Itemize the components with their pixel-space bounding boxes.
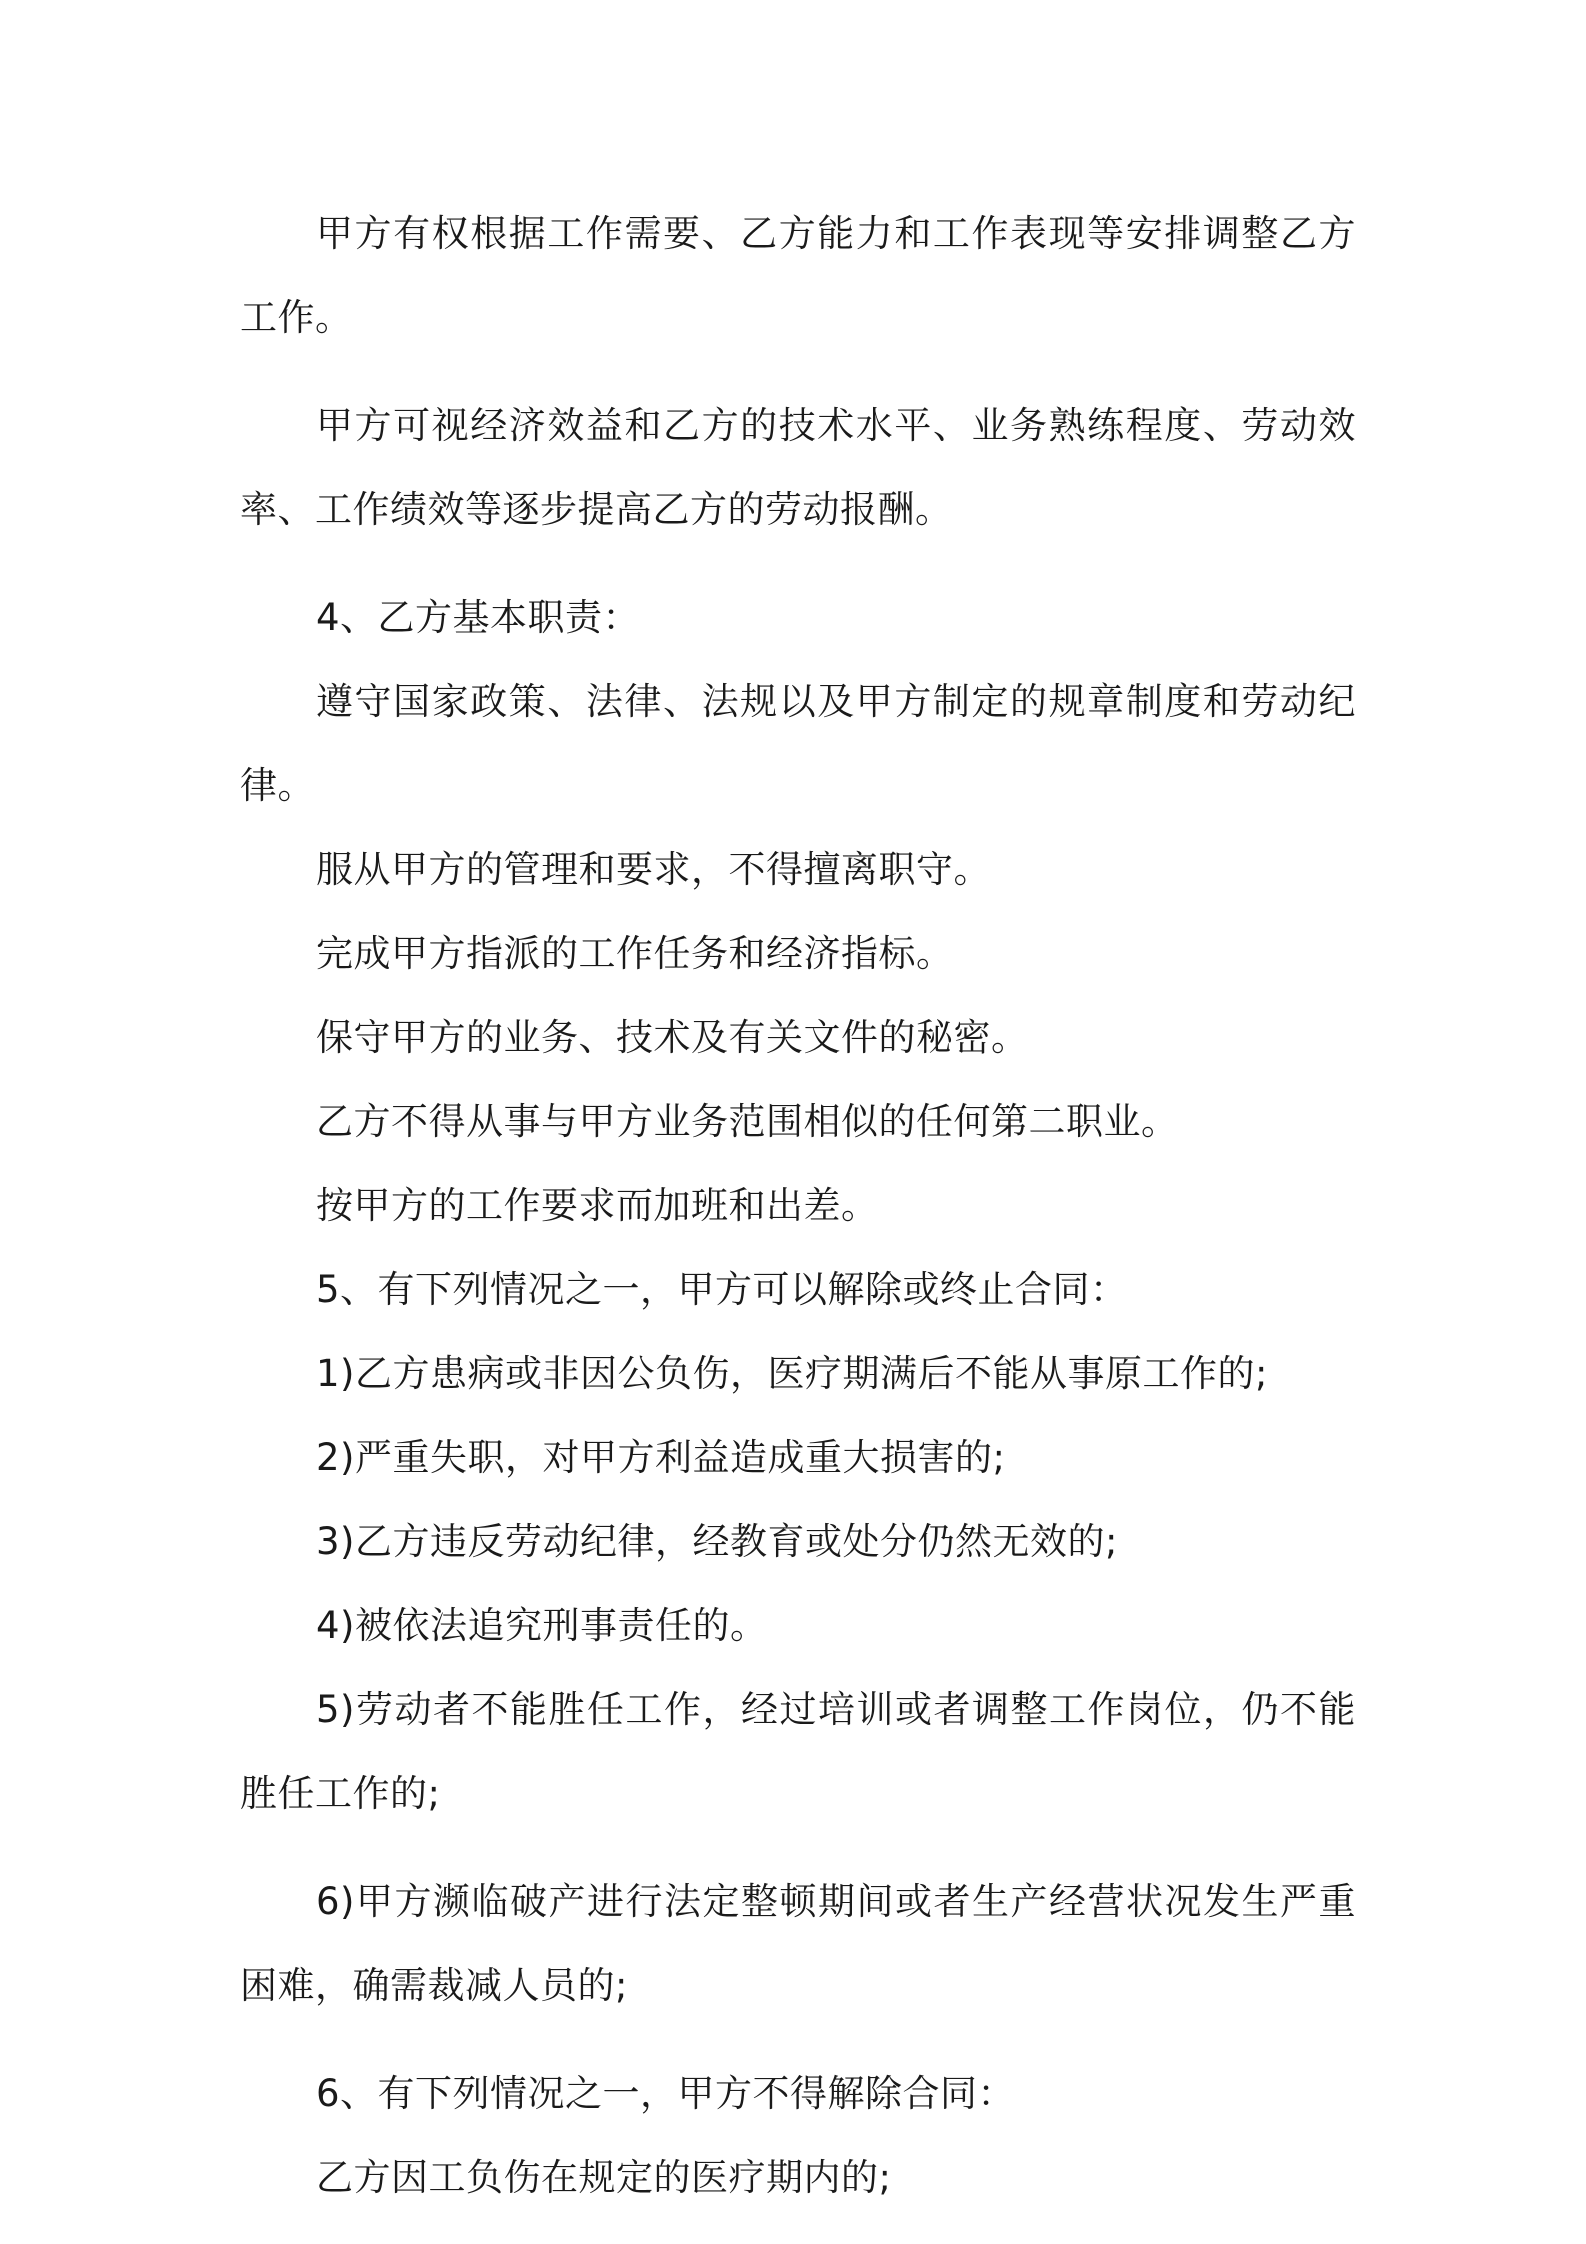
paragraph-adjust-work: 甲方有权根据工作需要、乙方能力和工作表现等安排调整乙方工作。 bbox=[240, 212, 1356, 339]
section-heading-duties: 4、乙方基本职责： bbox=[316, 596, 641, 639]
duty-item: 遵守国家政策、法律、法规以及甲方制定的规章制度和劳动纪律。 bbox=[240, 680, 1356, 807]
document-body bbox=[240, 192, 1356, 2220]
duty-item: 乙方不得从事与甲方业务范围相似的任何第二职业。 bbox=[316, 1100, 1179, 1143]
termination-clause: 4)被依法追究刑事责任的。 bbox=[316, 1604, 768, 1647]
section-heading-termination: 5、有下列情况之一，甲方可以解除或终止合同： bbox=[316, 1268, 1128, 1311]
termination-clause: 1)乙方患病或非因公负伤，医疗期满后不能从事原工作的; bbox=[316, 1352, 1268, 1395]
termination-clause: 3)乙方违反劳动纪律，经教育或处分仍然无效的; bbox=[316, 1520, 1118, 1563]
termination-clause: 5)劳动者不能胜任工作，经过培训或者调整工作岗位，仍不能胜任工作的; bbox=[240, 1688, 1356, 1815]
no-termination-clause: 乙方因工负伤在规定的医疗期内的; bbox=[316, 2156, 892, 2199]
paragraph-raise-pay: 甲方可视经济效益和乙方的技术水平、业务熟练程度、劳动效率、工作绩效等逐步提高乙方的劳动报酬。 bbox=[240, 404, 1356, 531]
duty-item: 按甲方的工作要求而加班和出差。 bbox=[316, 1184, 879, 1227]
duty-item: 完成甲方指派的工作任务和经济指标。 bbox=[316, 932, 954, 975]
termination-clause: 6)甲方濒临破产进行法定整顿期间或者生产经营状况发生严重困难，确需裁减人员的; bbox=[240, 1880, 1356, 2007]
duty-item: 保守甲方的业务、技术及有关文件的秘密。 bbox=[316, 1016, 1029, 1059]
termination-clause: 2)严重失职，对甲方利益造成重大损害的; bbox=[316, 1436, 1006, 1479]
section-heading-no-termination: 6、有下列情况之一，甲方不得解除合同： bbox=[316, 2072, 1016, 2115]
duty-item: 服从甲方的管理和要求，不得擅离职守。 bbox=[316, 848, 991, 891]
